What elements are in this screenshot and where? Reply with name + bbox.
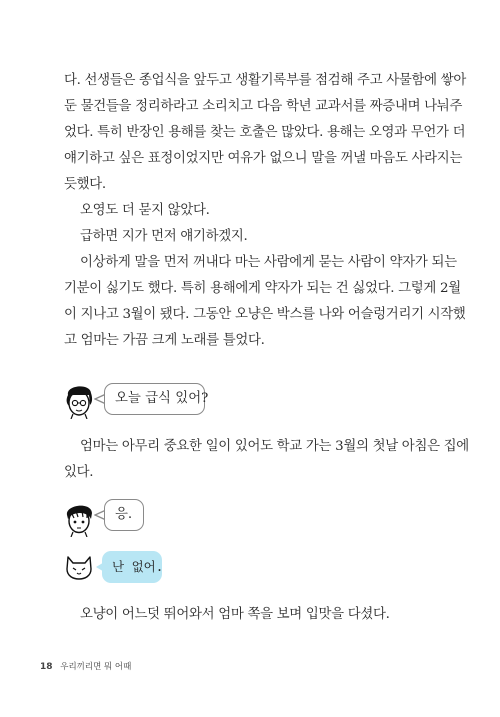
text-line: 있다. [64,465,94,480]
oyoung-avatar-icon [62,499,96,537]
text-line: 기분이 싫기도 했다. 특히 용해에게 약자가 되는 건 싫었다. 그렇게 2월 [64,281,461,296]
oyoung-speech-bubble [104,499,144,531]
book-title: 우리끼리면 뭐 어때 [60,662,132,672]
mom-avatar-icon [62,381,96,419]
cat-reply-text: 난 없어. [112,559,164,574]
mom-speech-bubble [104,383,209,415]
page-number: 18 [40,662,53,672]
cat-speech-bubble [102,551,162,583]
oyoung-answer-text: 응. [115,507,133,522]
text-line: 엄마는 아무리 중요한 일이 있어도 학교 가는 3월의 첫날 아침은 집에 [80,439,469,454]
text-line: 둔 물건들을 정리하라고 소리치고 다음 학년 교과서를 짜증내며 나눠주 [64,99,463,114]
text-line: 듯했다. [64,177,106,192]
text-line: 얘기하고 싶은 표정이었지만 여유가 없으니 말을 꺼낼 마음도 사라지는 [64,151,463,166]
text-line: 었다. 특히 반장인 용해를 찾는 호출은 많았다. 용해는 오영과 무언가 더 [64,125,466,140]
mom-question-text: 오늘 급식 있어? [115,391,209,406]
text-line: 오냥이 어느덧 뛰어와서 엄마 쪽을 보며 입맛을 다셨다. [80,607,390,622]
text-line: 이 지나고 3월이 됐다. 그동안 오냥은 박스를 나와 어슬렁거리기 시작했 [64,307,466,322]
page-footer [40,660,131,672]
text-line: 다. 선생들은 종업식을 앞두고 생활기록부를 점검해 주고 사물함에 쌓아 [64,73,467,88]
text-line: 오영도 더 묻지 않았다. [80,203,210,218]
text-line: 이상하게 말을 먼저 꺼내다 마는 사람에게 묻는 사람이 약자가 되는 [80,255,457,270]
cat-avatar-icon [64,553,94,581]
text-line: 고 엄마는 가끔 크게 노래를 틀었다. [64,333,265,348]
text-line: 급하면 지가 먼저 얘기하겠지. [80,229,248,244]
